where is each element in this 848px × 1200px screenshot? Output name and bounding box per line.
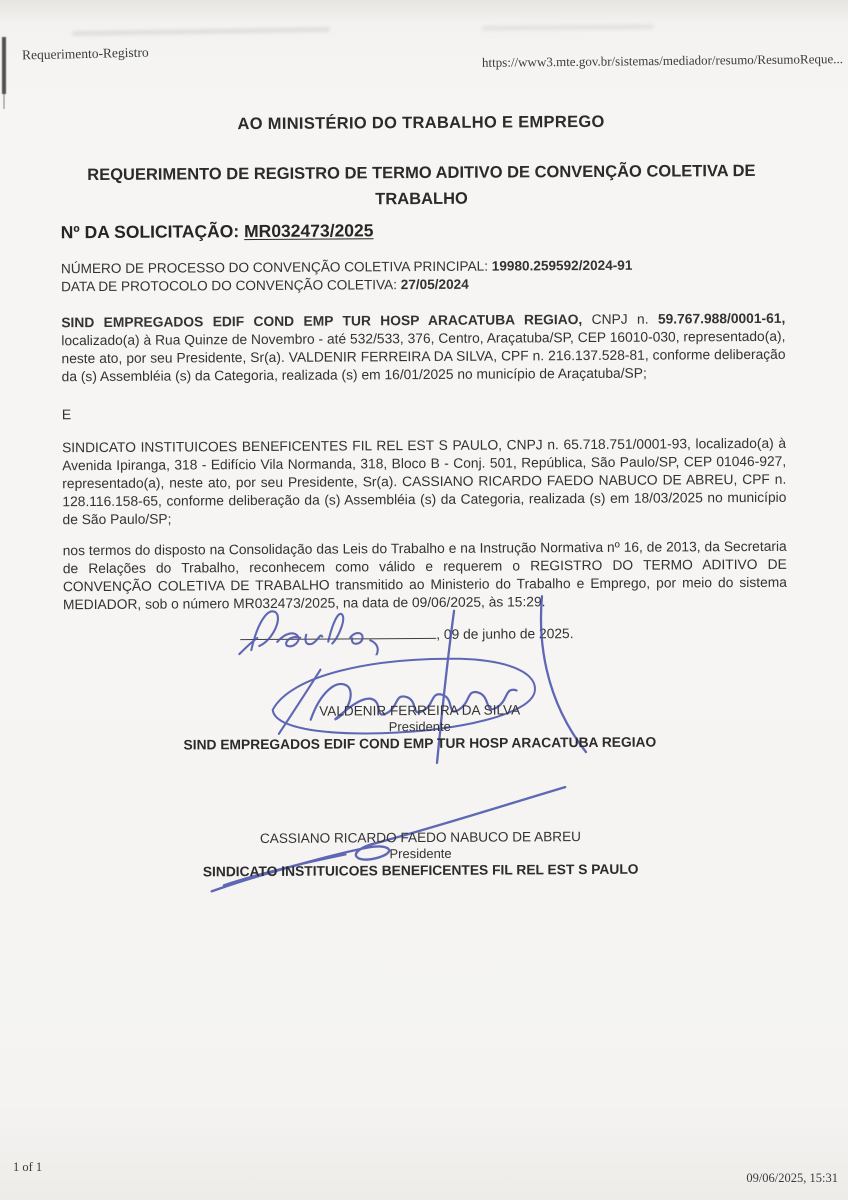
signatory-name: CASSIANO RICARDO FAEDO NABUCO DE ABREU — [259, 829, 582, 847]
paragraph-second-union: SINDICATO INSTITUICOES BENEFICENTES FIL REL EST S PAULO, CNPJ n. 65.718.751/0001-93, localizado(a) à Avenida Ipiranga, 318 - Edifício Vila Normanda, 318, Bloco B - Conj. 501, República, São Paulo/SP, CEP 01046-927, representado(a), neste ato, por seu Presidente, Sr(a). CASSIANO RICARDO FAEDO NABUCO DE ABREU, CPF n. 128.116.158-65, conforme deliberação da (s) Assembléia (s) da Categoria, realizada (s) em 18/03/2025 no município de São Paulo/SP; — [62, 435, 787, 528]
signatory-role: Presidente — [388, 718, 451, 735]
document-subtitle-text: REQUERIMENTO DE REGISTRO DE TERMO ADITIVO DE CONVENÇÃO COLETIVA DE TRABALHO — [87, 161, 756, 209]
signatory-name: VALDENIR FERREIRA DA SILVA — [319, 702, 521, 719]
print-footer-timestamp: 09/06/2025, 15:31 — [746, 1171, 838, 1185]
solicitation-line — [61, 220, 374, 243]
process-info — [61, 256, 785, 295]
signatory-block-2 — [64, 827, 776, 881]
print-header-title: Requerimento-Registro — [21, 44, 149, 63]
date-line — [63, 621, 573, 644]
print-footer-page-count: 1 of 1 — [13, 1160, 43, 1174]
signatory-organization: SINDICATO INSTITUICOES BENEFICENTES FIL REL EST S PAULO — [202, 861, 639, 880]
print-header-url: https://www3.mte.gov.br/sistemas/mediador/resumo/ResumoReque... — [481, 51, 844, 70]
date-line-indent — [63, 640, 240, 641]
solicitation-number: MR032473/2025 — [244, 220, 374, 242]
signatory-role: Presidente — [389, 845, 452, 862]
protocol-date-line: DATA DE PROTOCOLO DO CONVENÇÃO COLETIVA: 27/05/2024 — [61, 276, 469, 294]
paragraph-legal-terms: nos termos do disposto na Consolidação das Leis do Trabalho e na Instrução Normativa nº 16, de 2013, da Secretaria de Relações do Trabalho, reconhecem como válido e requerem o REGISTRO DO TERMO ADITIVO DE CONVENÇÃO COLETIVA DE TRABALHO transmitido ao Ministerio do Trabalho e Emprego, por meio do sistema MEDIADOR, sob o número MR032473/2025, na data de 09/06/2025, às 15:29. — [62, 538, 787, 613]
paragraph-first-union: SIND EMPREGADOS EDIF COND EMP TUR HOSP ARACATUBA REGIAO, CNPJ n. 59.767.988/0001-61, localizado(a) à Rua Quinze de Novembro - até 532/533, 376, Centro, Araçatuba/SP, CEP 16010-030, representado(a), neste ato, por seu Presidente, Sr(a). VALDENIR FERREIRA DA SILVA, CPF n. 216.137.528-81, conforme deliberação da (s) Assembléia (s) da Categoria, realizada (s) em 16/01/2025 no município de Araçatuba/SP; — [61, 310, 786, 385]
solicitation-label: Nº DA SOLICITAÇÃO: — [60, 221, 245, 243]
connector-e: E — [61, 406, 72, 423]
date-line-text: , 09 de junho de 2025. — [436, 626, 574, 642]
document-subtitle — [60, 158, 782, 214]
document-title: AO MINISTÉRIO DO TRABALHO E EMPREGO — [237, 112, 605, 134]
signatory-organization: SIND EMPREGADOS EDIF COND EMP TUR HOSP ARACATUBA REGIAO — [183, 734, 657, 753]
city-blank-line — [240, 622, 436, 640]
signatory-block-1 — [64, 700, 776, 754]
process-number-line: NÚMERO DE PROCESSO DO CONVENÇÃO COLETIVA PRINCIPAL: 19980.259592/2024-91 — [60, 257, 633, 277]
